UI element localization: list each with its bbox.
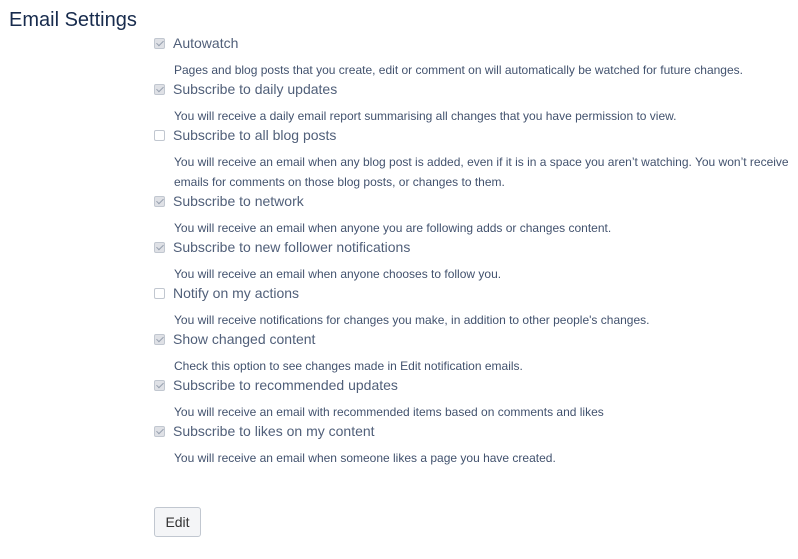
option-label[interactable]: Subscribe to likes on my content	[173, 423, 375, 439]
option-description: You will receive a daily email report summarising all changes that you have permission to view.	[174, 109, 677, 123]
show-changed-content-checkbox[interactable]	[154, 334, 165, 345]
option-label[interactable]: Show changed content	[173, 331, 316, 347]
autowatch-checkbox[interactable]	[154, 38, 165, 49]
option-likes-on-content	[154, 422, 790, 468]
all-blog-posts-checkbox[interactable]	[154, 130, 165, 141]
option-label[interactable]: Subscribe to daily updates	[173, 81, 338, 97]
option-description: You will receive an email when anyone you are following adds or changes content.	[174, 221, 612, 235]
option-daily-updates	[154, 80, 790, 126]
option-description: You will receive an email when anyone chooses to follow you.	[174, 267, 502, 281]
page-title: Email Settings	[9, 9, 137, 31]
edit-button[interactable]: Edit	[154, 507, 201, 537]
option-label[interactable]: Subscribe to new follower notifications	[173, 239, 411, 255]
option-description: You will receive an email when any blog post is added, even if it is in a space you aren’t watching. You won’t receive emails for comments on those blog posts, or changes to them.	[174, 155, 789, 189]
option-description: You will receive notifications for changes you make, in addition to other people's changes.	[174, 313, 650, 327]
option-label[interactable]: Subscribe to recommended updates	[173, 377, 398, 393]
option-autowatch	[154, 34, 790, 80]
option-follower-notifications	[154, 238, 790, 284]
follower-notifications-checkbox[interactable]	[154, 242, 165, 253]
notify-my-actions-checkbox[interactable]	[154, 288, 165, 299]
option-description: You will receive an email with recommended items based on comments and likes	[174, 405, 604, 419]
option-label[interactable]: Subscribe to all blog posts	[173, 127, 337, 143]
option-recommended-updates	[154, 376, 790, 422]
option-network	[154, 192, 790, 238]
email-settings-list	[154, 34, 790, 468]
recommended-updates-checkbox[interactable]	[154, 380, 165, 391]
option-notify-my-actions	[154, 284, 790, 330]
daily-updates-checkbox[interactable]	[154, 84, 165, 95]
network-checkbox[interactable]	[154, 196, 165, 207]
option-label[interactable]: Autowatch	[173, 35, 239, 51]
option-show-changed-content	[154, 330, 790, 376]
option-label[interactable]: Subscribe to network	[173, 193, 304, 209]
option-description: Pages and blog posts that you create, edit or comment on will automatically be watched for future changes.	[174, 63, 743, 77]
likes-on-content-checkbox[interactable]	[154, 426, 165, 437]
option-description: You will receive an email when someone likes a page you have created.	[174, 451, 556, 465]
option-description: Check this option to see changes made in Edit notification emails.	[174, 359, 523, 373]
option-all-blog-posts	[154, 126, 790, 192]
option-label[interactable]: Notify on my actions	[173, 285, 300, 301]
